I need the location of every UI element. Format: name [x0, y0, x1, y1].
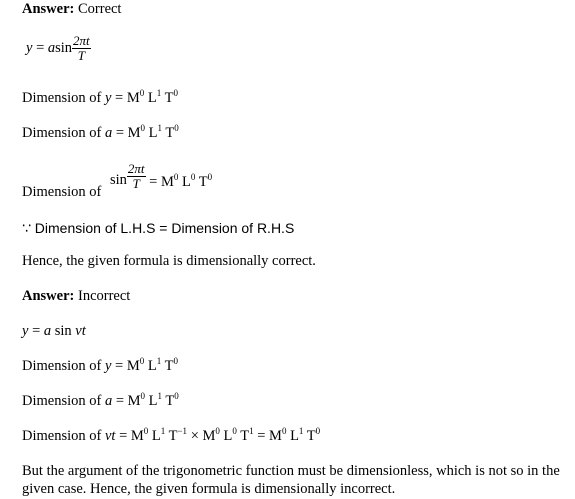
dim-part: L: [286, 428, 299, 444]
dim-var: a: [104, 125, 113, 141]
formula-numerator: 2πt: [73, 33, 90, 48]
answer-label: Answer:: [22, 1, 75, 17]
dim-part: L: [148, 428, 161, 444]
formula-amplitude: a: [47, 39, 56, 56]
dim-prefix: Dimension of: [22, 428, 105, 444]
dim-t: T: [162, 393, 175, 409]
exp: 1: [157, 123, 163, 133]
answer-line-1: [22, 0, 121, 18]
dim-l: L: [144, 90, 157, 106]
dim-l: L: [144, 358, 157, 374]
dim-part: L: [219, 428, 233, 444]
exp: 1: [157, 391, 163, 401]
dim-arg-prefix: [22, 183, 101, 201]
dim-var: y: [104, 90, 112, 106]
answer-value: Incorrect: [77, 288, 131, 304]
dim-arg-expression: [110, 160, 212, 189]
exp: 1: [156, 88, 162, 98]
dim-t: T: [195, 173, 208, 190]
formula-eq: =: [32, 39, 48, 56]
exp: 0: [173, 356, 178, 366]
exp: 0: [143, 426, 149, 436]
dim-vt-line: [22, 427, 320, 445]
dim-eq: = M: [112, 393, 141, 409]
dim-prefix: Dimension of: [22, 125, 105, 141]
answer-label: Answer:: [22, 288, 75, 304]
dim-part: × M: [187, 428, 216, 444]
dim-prefix: Dimension of: [22, 90, 105, 106]
formula-eq: =: [28, 323, 44, 339]
exp: 0: [174, 391, 179, 401]
dim-a-line-2: [22, 392, 179, 410]
dim-part: = M: [253, 428, 282, 444]
dim-a-line-1: [22, 124, 179, 142]
exp: 0: [215, 426, 220, 436]
dim-part: = M: [115, 428, 144, 444]
dim-y-line-2: [22, 357, 178, 375]
dim-prefix: Dimension of: [22, 184, 102, 200]
exp: 0: [139, 356, 145, 366]
exp: 0: [190, 171, 196, 182]
dim-part: T: [303, 428, 316, 444]
dim-part: T: [165, 428, 178, 444]
exp: 0: [281, 426, 287, 436]
arg-dims: [145, 171, 213, 190]
formula-arg: vt: [75, 323, 86, 339]
dim-t: T: [162, 125, 175, 141]
dim-l: L: [178, 173, 191, 190]
formula-2: [22, 322, 86, 340]
exp: 1: [156, 356, 162, 366]
exp: 1: [298, 426, 304, 436]
dim-prefix: Dimension of: [22, 393, 105, 409]
dim-eq: = M: [111, 358, 140, 374]
exp: 0: [232, 426, 237, 436]
formula-func: sin: [55, 39, 73, 56]
exp: 1: [160, 426, 166, 436]
dim-eq: = M: [145, 173, 174, 190]
exp: −1: [177, 426, 188, 436]
answer-line-2: [22, 287, 130, 305]
formula-fraction: [72, 34, 91, 63]
dim-var: a: [104, 393, 113, 409]
dim-var: y: [104, 358, 112, 374]
conclusion-1: Hence, the given formula is dimensionally correct.: [22, 253, 316, 269]
exp: 0: [139, 88, 145, 98]
formula-amplitude: a: [43, 323, 52, 339]
exp: 0: [207, 171, 213, 182]
arg-denominator: T: [132, 176, 140, 191]
formula-denominator: T: [77, 48, 85, 63]
formula-1: [26, 34, 91, 63]
dim-t: T: [161, 358, 174, 374]
exp: 0: [173, 88, 178, 98]
exp: 0: [174, 123, 179, 133]
dim-l: L: [145, 393, 158, 409]
because-line: ∵ Dimension of L.H.S = Dimension of R.H.S: [22, 220, 295, 236]
formula-func: sin: [51, 323, 76, 339]
exp: 0: [140, 391, 146, 401]
arg-numerator: 2πt: [127, 161, 145, 176]
formula-lhs: y: [22, 323, 29, 339]
arg-fraction: [127, 162, 146, 191]
dim-l: L: [145, 125, 158, 141]
dim-y-line-1: [22, 89, 178, 107]
dim-eq: = M: [112, 125, 141, 141]
arg-func: sin: [110, 171, 127, 188]
exp: 1: [249, 426, 254, 436]
dim-prefix: Dimension of: [22, 358, 105, 374]
formula-lhs: y: [26, 39, 33, 56]
dim-t: T: [161, 90, 174, 106]
exp: 0: [173, 171, 179, 182]
answer-value: Correct: [77, 1, 122, 17]
exp: 0: [315, 426, 321, 436]
dim-eq: = M: [111, 90, 140, 106]
explanation-paragraph: But the argument of the trigonometric function must be dimensionless, which is not so in the given case. Hence, the given formula is dimensionally incorrect.: [22, 463, 560, 497]
dim-var: vt: [104, 428, 116, 444]
exp: 0: [140, 123, 146, 133]
dim-part: T: [236, 428, 250, 444]
